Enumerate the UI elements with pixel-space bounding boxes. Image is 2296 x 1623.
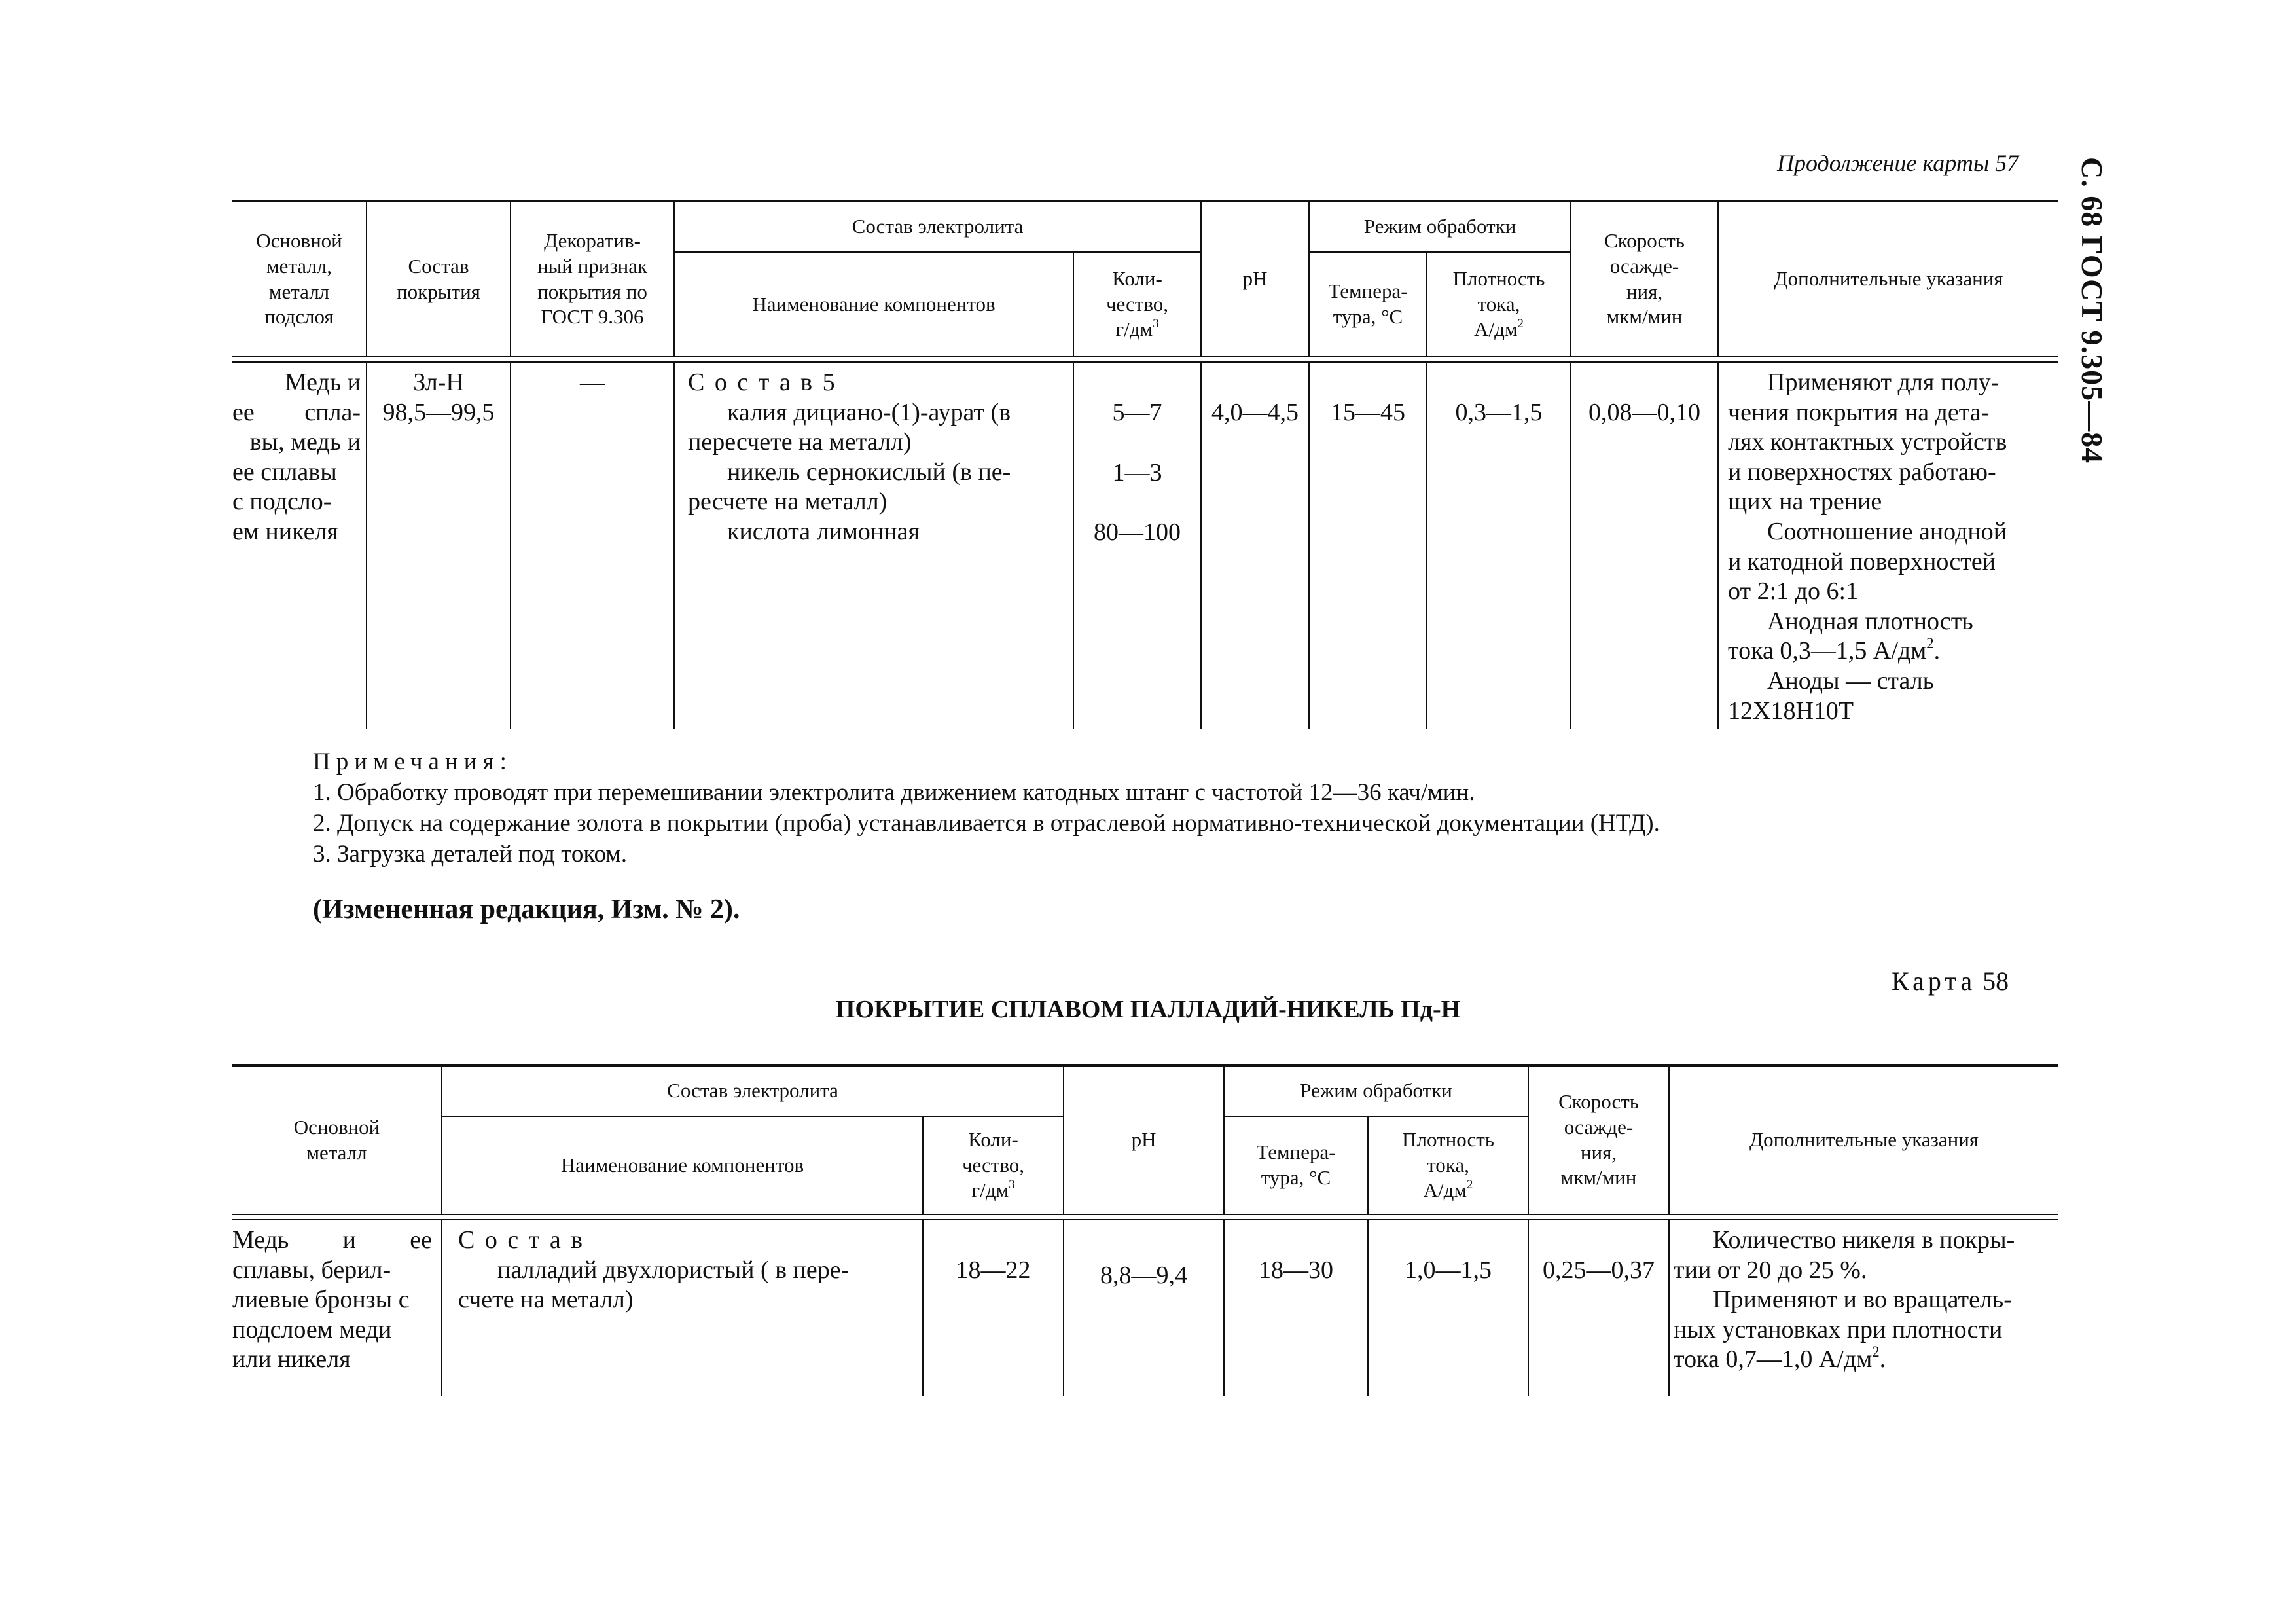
header-base-metal: Основной металл [232,1065,442,1214]
header-base-metal: Основной металл, металл подслоя [232,201,367,357]
header-mode-group: Режим обработки [1309,201,1571,252]
header-components: Наименование компонентов [442,1116,923,1214]
header-notes: Дополнительные указания [1718,201,2058,357]
row-components: С о с т а в 5 калия дициано-(1)-аурат (в пересчете на металл) никель сернокислый (в пе- ресчете на металл) кислота лимонная [674,362,1073,729]
row-quantity: 5—7 1—3 80—100 [1073,362,1201,729]
header-quantity: Коли- чество, $г/дм^3$ [1073,252,1201,357]
header-ph: рН [1064,1065,1224,1214]
card-label: Карта 58 [1892,966,2009,996]
table-row [232,362,2058,729]
table-row [232,1220,2058,1396]
amendment-note: (Измененная редакция, Изм. № 2). [313,894,740,924]
header-density: Плотность тока, $А/дм^2$ [1427,252,1571,357]
table-card-58 [232,1064,2058,1396]
row-ph: 8,8—9,4 [1064,1220,1224,1396]
header-temperature: Темпера- тура, °С [1309,252,1427,357]
composition-title: С о с т а в 5 [688,369,837,396]
header-notes: Дополнительные указания [1669,1065,2058,1214]
header-electrolyte-group: Состав электролита [674,201,1201,252]
header-components: Наименование компонентов [674,252,1073,357]
header-speed: Скорость осажде- ния, мкм/мин [1571,201,1718,357]
row-base-metal: Медь и ее сплавы, берил- лиевые бронзы с подслоем меди или никеля [232,1220,442,1396]
notes-title: Примечания: [313,748,512,775]
row-density: 1,0—1,5 [1368,1220,1528,1396]
row-notes: Применяют для полу- чения покрытия на дета- лях контактных устройств и поверхностях работаю- щих на трение Соотношение анодной и катодной поверхностей от 2:1 до 6:1 Анодная плотность тока 0,3—1,5 $А/дм^2$. Аноды — сталь 12Х18Н10Т [1718,362,2058,729]
notes-block [313,746,1660,869]
row-speed: 0,25—0,37 [1528,1220,1669,1396]
section-title: ПОКРЫТИЕ СПЛАВОМ ПАЛЛАДИЙ-НИКЕЛЬ Пд-Н [835,996,1461,1023]
row-decorative: — [511,362,674,729]
header-density: Плотность тока, $А/дм^2$ [1368,1116,1528,1214]
header-mode-group: Режим обработки [1224,1065,1528,1116]
header-electrolyte-group: Состав электролита [442,1065,1064,1116]
row-density: 0,3—1,5 [1427,362,1571,729]
row-components: С о с т а в палладий двухлористый ( в пере- счете на металл) [442,1220,923,1396]
row-notes: Количество никеля в покры- тии от 20 до 25 %. Применяют и во вращатель- ных установках при плотности тока 0,7—1,0 $А/дм^2$. [1669,1220,2058,1396]
row-quantity: 18—22 [923,1220,1064,1396]
composition-title: С о с т а в [458,1226,585,1254]
continuation-label: Продолжение карты 57 [1777,150,2019,176]
row-ph: 4,0—4,5 [1201,362,1309,729]
header-quantity: Коли- чество, $г/дм^3$ [923,1116,1064,1214]
table-card-57 [232,200,2058,729]
header-decorative: Декоратив- ный признак покрытия по ГОСТ 9.306 [511,201,674,357]
note-item: 1. Обработку проводят при перемешивании электролита движением катодных штанг с частотой 12—36 кач/мин. [313,779,1475,806]
header-coating: Состав покрытия [367,201,511,357]
row-temperature: 15—45 [1309,362,1427,729]
header-ph: рН [1201,201,1309,357]
row-speed: 0,08—0,10 [1571,362,1718,729]
row-base-metal: Медь и ее спла- вы, медь и ее сплавы с подсло- ем никеля [232,362,367,729]
note-item: 3. Загрузка деталей под током. [313,841,627,867]
header-speed: Скорость осажде- ния, мкм/мин [1528,1065,1669,1214]
header-temperature: Темпера- тура, °С [1224,1116,1368,1214]
row-coating: Зл-Н 98,5—99,5 [367,362,511,729]
note-item: 2. Допуск на содержание золота в покрытии (проба) устанавливается в отраслевой нормативно-технической документации (НТД). [313,810,1660,837]
page-side-header: С. 68 ГОСТ 9.305—84 [2075,157,2109,464]
row-temperature: 18—30 [1224,1220,1368,1396]
